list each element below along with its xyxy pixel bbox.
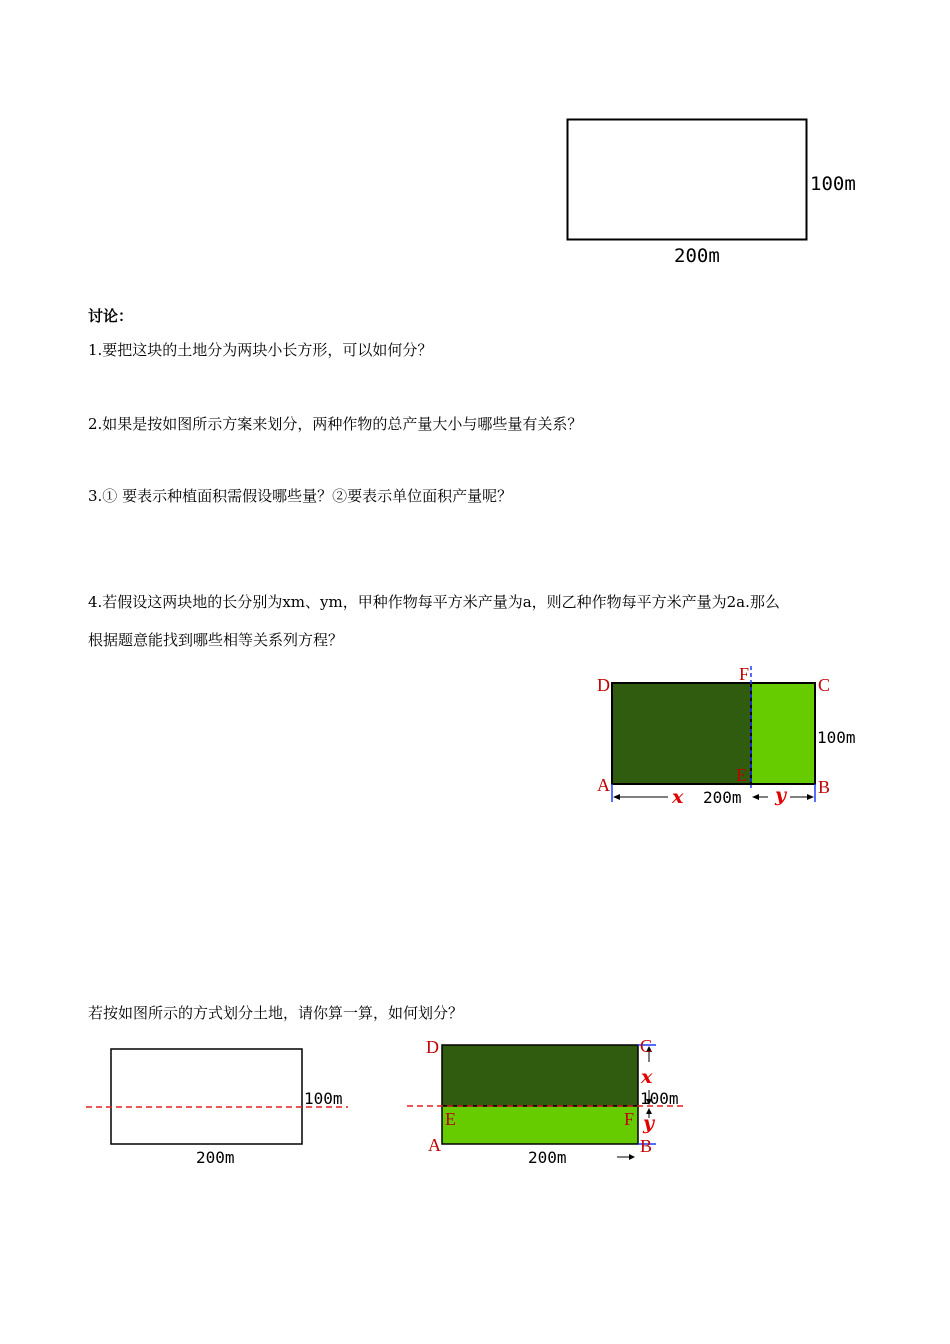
arrow-b-head bbox=[629, 1154, 635, 1160]
width-label: 200m bbox=[674, 245, 720, 267]
arrow-y-head-left bbox=[752, 794, 759, 800]
point-c: C bbox=[818, 675, 831, 695]
point-b: B bbox=[640, 1136, 653, 1156]
point-b: B bbox=[818, 777, 831, 797]
figure-3-rectangle bbox=[80, 1040, 370, 1170]
figure-2-vertical-split bbox=[590, 660, 870, 820]
var-y: y bbox=[775, 784, 787, 806]
point-d: D bbox=[426, 1037, 439, 1057]
height-label: 100m bbox=[640, 1089, 679, 1108]
var-y: y bbox=[643, 1112, 655, 1134]
width-label: 200m bbox=[703, 788, 742, 807]
question-2: 2.如果是按如图所示方案来划分，两种作物的总产量大小与哪些量有关系？ bbox=[88, 415, 583, 433]
point-f: F bbox=[739, 664, 750, 684]
point-e: E bbox=[445, 1109, 456, 1129]
height-label: 100m bbox=[810, 173, 856, 195]
question-4-continued: 根据题意能找到哪些相等关系列方程？ bbox=[88, 631, 344, 649]
figure-1-rectangle bbox=[560, 112, 880, 272]
point-c: C bbox=[640, 1036, 653, 1056]
point-e: E bbox=[736, 765, 747, 785]
question-3: 3.① 要表示种植面积需假设哪些量？②要表示单位面积产量呢？ bbox=[88, 487, 513, 505]
height-label: 100m bbox=[304, 1089, 343, 1108]
field-rectangle bbox=[568, 120, 807, 240]
question-1: 1.要把这块的土地分为两块小长方形，可以如何分？ bbox=[88, 341, 433, 359]
arrow-x-head bbox=[613, 794, 620, 800]
point-d: D bbox=[597, 675, 610, 695]
width-label: 200m bbox=[528, 1148, 567, 1165]
point-a: A bbox=[428, 1135, 441, 1155]
region-y bbox=[751, 683, 815, 784]
var-x: x bbox=[641, 1066, 653, 1088]
discussion-heading: 讨论： bbox=[88, 307, 134, 325]
section-2-prompt: 若按如图所示的方式划分土地，请你算一算，如何划分？ bbox=[88, 1004, 464, 1022]
region-x bbox=[612, 683, 751, 784]
figure-4-horizontal-split bbox=[400, 1030, 700, 1165]
width-label: 200m bbox=[196, 1148, 235, 1167]
region-x bbox=[442, 1045, 638, 1106]
var-x: x bbox=[672, 786, 684, 808]
field-rectangle bbox=[111, 1049, 302, 1144]
region-y bbox=[442, 1106, 638, 1144]
point-a: A bbox=[597, 775, 610, 795]
height-label: 100m bbox=[817, 728, 856, 747]
question-4: 4.若假设这两块地的长分别为xm、ym，甲种作物每平方米产量为a，则乙种作物每平方米产量为2a.那么 bbox=[88, 593, 780, 611]
point-f: F bbox=[624, 1109, 635, 1129]
arrow-y-head-right bbox=[807, 794, 814, 800]
